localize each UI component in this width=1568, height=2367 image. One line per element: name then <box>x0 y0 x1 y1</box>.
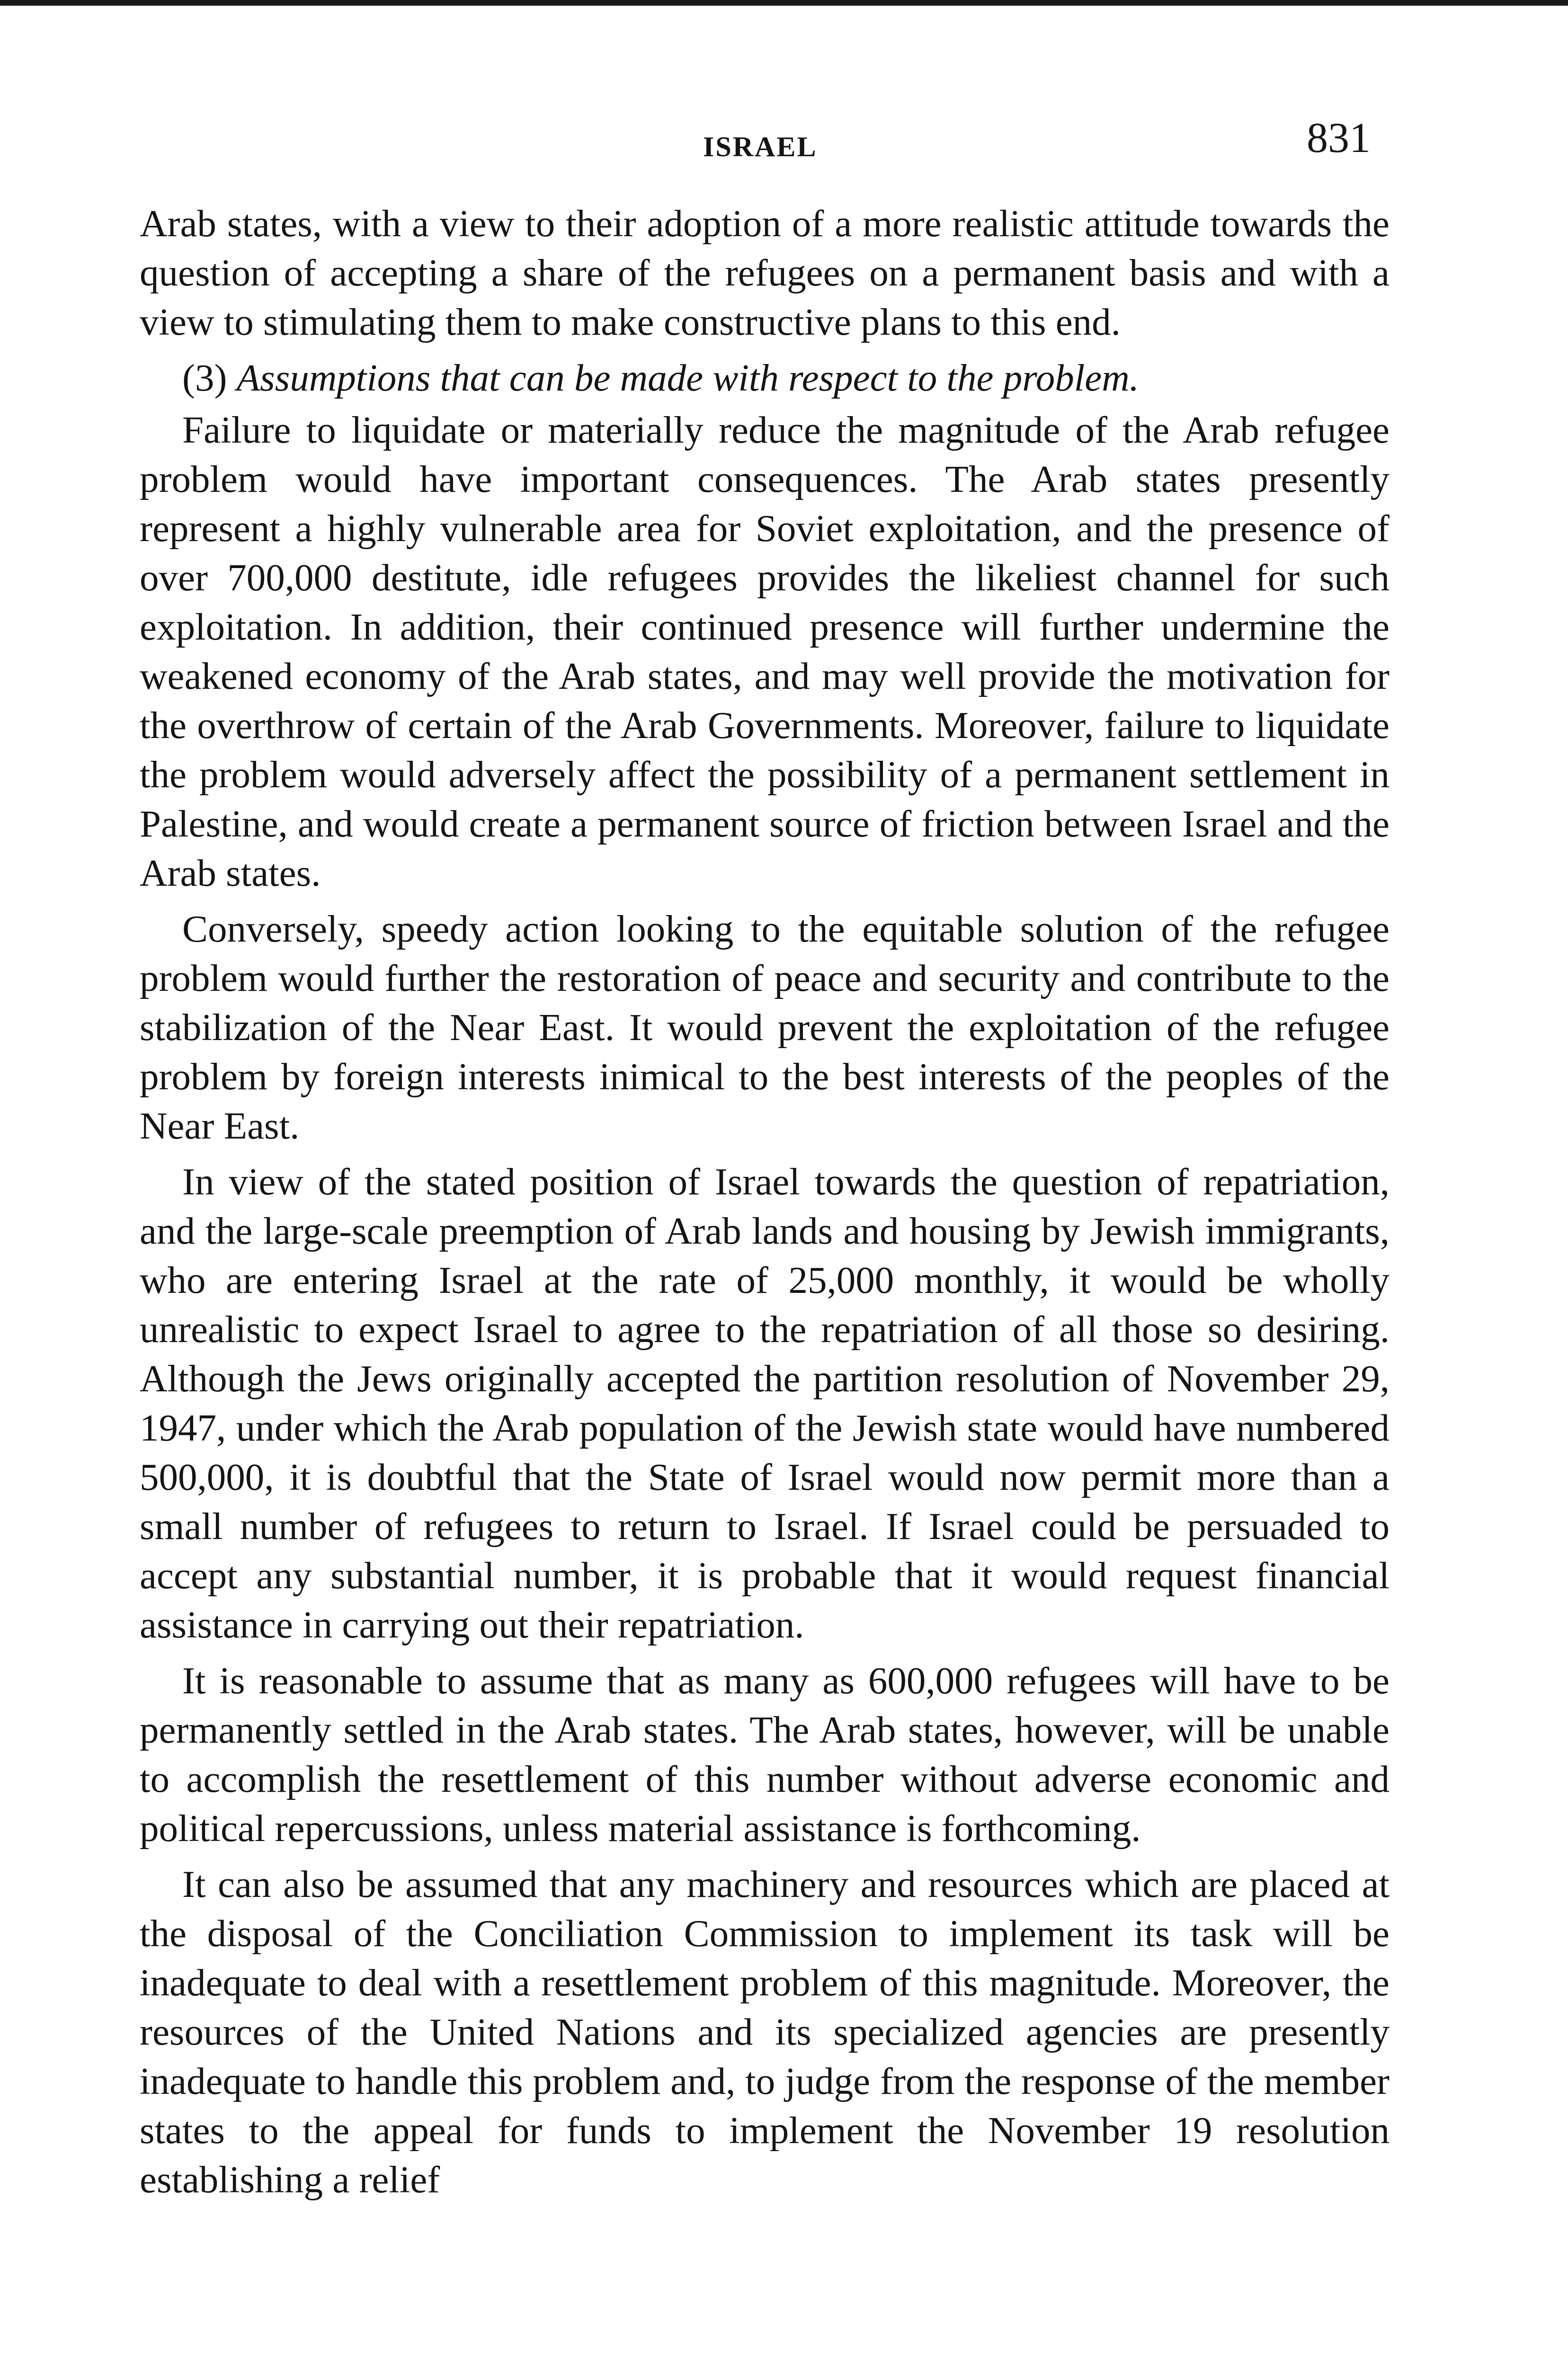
section-heading <box>140 353 1390 402</box>
page-number: 831 <box>1307 115 1371 161</box>
top-border-rule <box>0 0 1568 6</box>
paragraph-continued: Arab states, with a view to their adoption of a more realistic attitude towards the question of accepting a share of the refugees on a permanent basis and with a view to stimulating them to make constructive plans to this end. <box>140 202 1390 343</box>
section-heading-text: Assumptions that can be made with respect to the problem. <box>236 356 1139 399</box>
paragraph-resources: It can also be assumed that any machinery and resources which are placed at the disposal of the Conciliation Commission to implement its task will be inadequate to deal with a resettlement problem of this magnitude. Moreover, the resources of the United Nations and its specialized agencies are presently inadequate to handle this problem and, to judge from the response of the member states to the appeal for funds to implement the November 19 resolution establishing a relief <box>140 1863 1390 2201</box>
body-text <box>140 199 1390 2211</box>
running-head <box>0 114 1568 170</box>
running-head-title: ISRAEL <box>703 131 818 162</box>
paragraph-consequences: Failure to liquidate or materially reduce the magnitude of the Arab refugee problem would have important consequences. The Arab states presently represent a highly vulnerable area for Soviet exploitation, and the presence of over 700,000 destitute, idle refugees provides the likeliest channel for such exploitation. In addition, their continued presence will further undermine the weakened economy of the Arab states, and may well provide the motivation for the overthrow of certain of the Arab Governments. Moreover, failure to liquidate the problem would adversely affect the possibility of a permanent settlement in Palestine, and would create a permanent source of friction between Israel and the Arab states. <box>140 409 1390 894</box>
paragraph-repatriation: In view of the stated position of Israel towards the question of repatriation, and the large-scale preemption of Arab lands and housing by Jewish immigrants, who are entering Israel at the rate of 25,000 monthly, it would be wholly unrealistic to expect Israel to agree to the repatriation of all those so desiring. Although the Jews originally accepted the partition resolution of November 29, 1947, under which the Arab population of the Jewish state would have numbered 500,000, it is doubtful that the State of Israel would now permit more than a small number of refugees to return to Israel. If Israel could be persuaded to accept any substantial number, it is probable that it would request financial assistance in carrying out their repatriation. <box>140 1160 1390 1646</box>
section-heading-number: (3) <box>182 356 227 399</box>
paragraph-conversely: Conversely, speedy action looking to the equitable solution of the refugee problem would further the restoration of peace and security and contribute to the stabilization of the Near East. It would prevent the exploitation of the refugee problem by foreign interests inimical to the best interests of the peoples of the Near East. <box>140 908 1390 1147</box>
paragraph-resettlement: It is reasonable to assume that as many as 600,000 refugees will have to be permanently settled in the Arab states. The Arab states, however, will be unable to accomplish the resettlement of this number without adverse economic and political repercussions, unless material assistance is forthcoming. <box>140 1659 1390 1850</box>
